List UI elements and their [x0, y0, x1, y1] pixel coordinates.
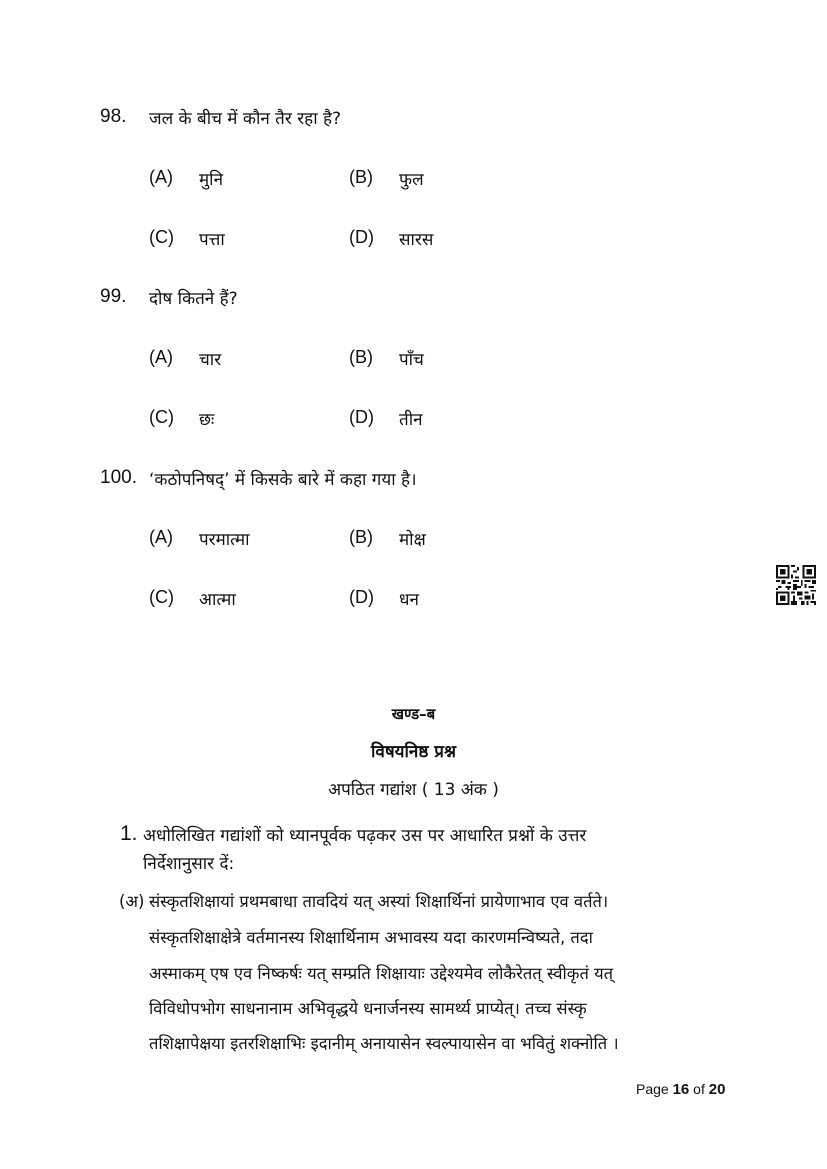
option-letter: (A) — [149, 167, 173, 187]
option-text: चार — [199, 350, 222, 370]
section-label: खण्ड–ब — [391, 705, 436, 723]
option-text: आत्मा — [199, 590, 236, 610]
question-text: दोष कितने हैं? — [149, 289, 238, 309]
option-text: छः — [199, 410, 215, 430]
option-letter: (D) — [349, 227, 374, 247]
question-text: जल के बीच में कौन तैर रहा है? — [149, 109, 342, 129]
option-text: धन — [399, 590, 419, 610]
option-text: परमात्मा — [199, 530, 250, 550]
question-text: ‘कठोपनिषद्’ में किसके बारे में कहा गया है। — [149, 470, 417, 490]
option-text: तीन — [399, 410, 423, 430]
passage-line: संस्कृतशिक्षाक्षेत्रे वर्तमानस्य शिक्षार्थिनाम अभावस्य यदा कारणमन्विष्यते, तदा — [149, 928, 593, 947]
question-number: 98. — [100, 106, 127, 127]
footer-total-pages: 20 — [708, 1081, 726, 1098]
option-letter: (B) — [349, 347, 373, 367]
passage-line: संस्कृतशिक्षायां प्रथमबाधा तावदियं यत् अस्यां शिक्षार्थिनां प्रायेणाभाव एव वर्तते। — [149, 892, 609, 911]
option-letter: (A) — [149, 527, 173, 547]
instruction-line: निर्देशानुसार दें: — [143, 854, 235, 874]
option-text: पत्ता — [199, 230, 225, 250]
instruction-line: अधोलिखित गद्यांशों को ध्यानपूर्वक पढ़कर उस पर आधारित प्रश्नों के उत्तर — [143, 826, 587, 846]
footer-of-word: of — [693, 1081, 705, 1097]
option-letter: (C) — [149, 587, 174, 607]
passage-marker: (अ) — [119, 892, 145, 911]
question-number: 99. — [100, 286, 127, 307]
question-number: 100. — [100, 467, 137, 488]
option-letter: (C) — [149, 227, 174, 247]
option-text: सारस — [399, 230, 434, 250]
option-text: मुनि — [199, 170, 224, 190]
option-text: फुल — [399, 170, 424, 190]
footer-page-word: Page — [636, 1081, 669, 1097]
passage-line: अस्माकम् एष एव निष्कर्षः यत् सम्प्रति शिक्षायाः उद्देश्यमेव लोकैरेतत् स्वीकृतं यत् — [149, 964, 614, 983]
instruction-number: 1. — [120, 822, 138, 845]
option-text: मोक्ष — [399, 530, 426, 550]
option-letter: (C) — [149, 407, 174, 427]
option-text: पाँच — [399, 350, 424, 370]
option-letter: (B) — [349, 167, 373, 187]
page-footer — [636, 1081, 725, 1098]
option-letter: (D) — [349, 587, 374, 607]
passage-line: विविधोपभोग साधनानाम अभिवृद्धये धनार्जनस्य सामर्थ्य प्राप्येत्। तच्च संस्कृ — [149, 999, 587, 1018]
option-letter: (B) — [349, 527, 373, 547]
option-letter: (D) — [349, 407, 374, 427]
section-subtitle: अपठित गद्यांश ( 13 अंक ) — [328, 780, 499, 800]
passage-line: तशिक्षापेक्षया इतरशिक्षाभिः इदानीम् अनायासेन स्वल्पायासेन वा भवितुं शक्नोति । — [149, 1034, 619, 1053]
section-title: विषयनिष्ठ प्रश्न — [370, 742, 456, 762]
qr-code-icon — [776, 565, 816, 605]
option-letter: (A) — [149, 347, 173, 367]
footer-current-page: 16 — [672, 1081, 690, 1098]
